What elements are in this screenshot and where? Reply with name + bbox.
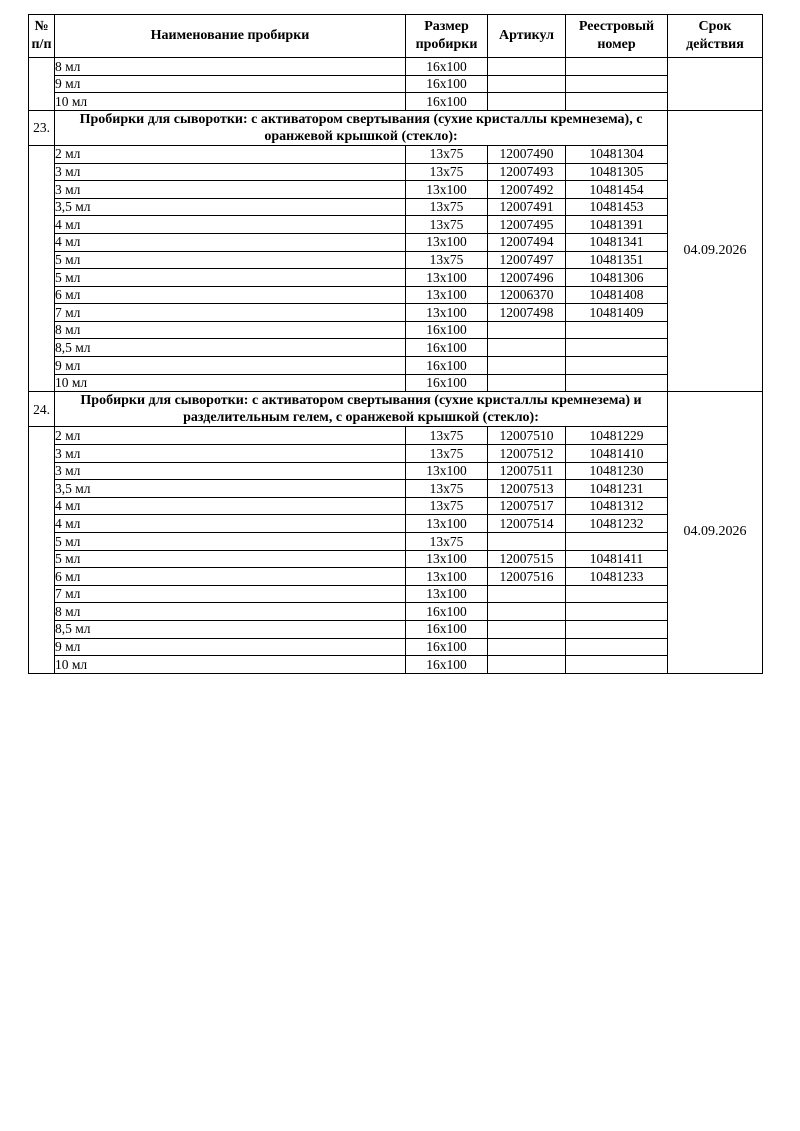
- cell-tube-size: 13x100: [406, 304, 488, 322]
- cell-article: 12007514: [488, 515, 566, 533]
- cell-tube-name: 7 мл: [55, 585, 406, 603]
- section-title-row: [29, 392, 763, 427]
- cell-tube-name: 4 мл: [55, 497, 406, 515]
- cell-article: 12007493: [488, 163, 566, 181]
- cell-article: [488, 93, 566, 111]
- cell-tube-size: 16x100: [406, 339, 488, 357]
- cell-article: 12007517: [488, 497, 566, 515]
- cell-reg-number: 10481410: [566, 445, 668, 463]
- cell-tube-size: 16x100: [406, 93, 488, 111]
- table-body: [29, 58, 763, 674]
- header-num: № п/п: [29, 15, 55, 58]
- table-row: [29, 58, 763, 76]
- cell-reg-number: 10481231: [566, 480, 668, 498]
- cell-tube-size: 16x100: [406, 75, 488, 93]
- table-row: [29, 233, 763, 251]
- cell-tube-name: 5 мл: [55, 550, 406, 568]
- table-row: [29, 286, 763, 304]
- cell-reg-number: [566, 656, 668, 674]
- cell-tube-name: 8,5 мл: [55, 339, 406, 357]
- cell-tube-name: 10 мл: [55, 656, 406, 674]
- table-row: [29, 374, 763, 392]
- cell-tube-name: 3 мл: [55, 462, 406, 480]
- cell-tube-name: 5 мл: [55, 251, 406, 269]
- cell-tube-name: 6 мл: [55, 568, 406, 586]
- table-row: [29, 603, 763, 621]
- cell-reg-number: 10481305: [566, 163, 668, 181]
- cell-tube-size: 13x75: [406, 198, 488, 216]
- cell-article: [488, 656, 566, 674]
- table-row: [29, 515, 763, 533]
- cell-article: 12007515: [488, 550, 566, 568]
- cell-reg-number: 10481304: [566, 145, 668, 163]
- table-row: [29, 357, 763, 375]
- header-name: Наименование пробирки: [55, 15, 406, 58]
- cell-reg-number: [566, 638, 668, 656]
- cell-tube-name: 10 мл: [55, 93, 406, 111]
- cell-tube-size: 13x75: [406, 427, 488, 445]
- cell-article: 12007512: [488, 445, 566, 463]
- cell-tube-name: 5 мл: [55, 532, 406, 550]
- validity-date-cell: 04.09.2026: [668, 110, 763, 391]
- cell-article: [488, 339, 566, 357]
- cell-tube-name: 9 мл: [55, 75, 406, 93]
- header-reg: Реестровый номер: [566, 15, 668, 58]
- cell-tube-size: 13x100: [406, 462, 488, 480]
- table-row: [29, 321, 763, 339]
- table-row: [29, 181, 763, 199]
- table-row: [29, 480, 763, 498]
- table-row: [29, 445, 763, 463]
- cell-tube-size: 13x75: [406, 216, 488, 234]
- cell-tube-size: 13x75: [406, 480, 488, 498]
- cell-article: [488, 374, 566, 392]
- cell-reg-number: [566, 357, 668, 375]
- header-validity: Срок действия: [668, 15, 763, 58]
- cell-tube-name: 4 мл: [55, 515, 406, 533]
- section-title: Пробирки для сыворотки: с активатором свертывания (сухие кристаллы кремнезема), с оранжевой крышкой (стекло):: [55, 110, 668, 145]
- cell-article: 12007491: [488, 198, 566, 216]
- header-row: [29, 15, 763, 58]
- section-number-spacer: [29, 58, 55, 111]
- cell-article: 12007492: [488, 181, 566, 199]
- table-row: [29, 145, 763, 163]
- cell-tube-size: 16x100: [406, 321, 488, 339]
- cell-reg-number: [566, 620, 668, 638]
- table-row: [29, 163, 763, 181]
- cell-article: [488, 58, 566, 76]
- table-row: [29, 497, 763, 515]
- section-number: 23.: [29, 110, 55, 145]
- cell-tube-name: 4 мл: [55, 233, 406, 251]
- cell-reg-number: [566, 339, 668, 357]
- cell-article: [488, 532, 566, 550]
- cell-tube-name: 8 мл: [55, 58, 406, 76]
- cell-tube-size: 16x100: [406, 620, 488, 638]
- table-row: [29, 216, 763, 234]
- section-number: 24.: [29, 392, 55, 427]
- cell-article: 12007496: [488, 269, 566, 287]
- cell-article: [488, 357, 566, 375]
- cell-tube-size: 13x75: [406, 145, 488, 163]
- cell-article: 12007511: [488, 462, 566, 480]
- section-title: Пробирки для сыворотки: с активатором свертывания (сухие кристаллы кремнезема) и разделительным гелем, с оранжевой крышкой (стекло):: [55, 392, 668, 427]
- cell-tube-size: 13x75: [406, 445, 488, 463]
- table-row: [29, 585, 763, 603]
- validity-date-cell: [668, 58, 763, 111]
- cell-article: 12007490: [488, 145, 566, 163]
- cell-tube-name: 2 мл: [55, 145, 406, 163]
- cell-reg-number: [566, 585, 668, 603]
- cell-tube-name: 8 мл: [55, 321, 406, 339]
- cell-reg-number: 10481306: [566, 269, 668, 287]
- cell-tube-size: 13x75: [406, 497, 488, 515]
- cell-article: 12007513: [488, 480, 566, 498]
- cell-tube-name: 9 мл: [55, 357, 406, 375]
- cell-reg-number: 10481312: [566, 497, 668, 515]
- cell-article: [488, 638, 566, 656]
- cell-tube-size: 13x100: [406, 550, 488, 568]
- cell-tube-size: 13x100: [406, 286, 488, 304]
- cell-tube-name: 9 мл: [55, 638, 406, 656]
- header-size: Размер пробирки: [406, 15, 488, 58]
- cell-reg-number: [566, 374, 668, 392]
- cell-tube-name: 4 мл: [55, 216, 406, 234]
- cell-article: 12007495: [488, 216, 566, 234]
- cell-tube-name: 8 мл: [55, 603, 406, 621]
- table-row: [29, 427, 763, 445]
- cell-reg-number: 10481411: [566, 550, 668, 568]
- cell-reg-number: [566, 603, 668, 621]
- table-row: [29, 568, 763, 586]
- table-row: [29, 75, 763, 93]
- cell-article: [488, 75, 566, 93]
- cell-reg-number: 10481230: [566, 462, 668, 480]
- cell-reg-number: 10481453: [566, 198, 668, 216]
- cell-reg-number: [566, 321, 668, 339]
- cell-tube-size: 16x100: [406, 603, 488, 621]
- cell-tube-size: 13x100: [406, 515, 488, 533]
- cell-reg-number: 10481351: [566, 251, 668, 269]
- cell-reg-number: 10481341: [566, 233, 668, 251]
- cell-reg-number: 10481233: [566, 568, 668, 586]
- cell-tube-name: 3 мл: [55, 163, 406, 181]
- table-row: [29, 93, 763, 111]
- table-row: [29, 462, 763, 480]
- cell-tube-size: 13x100: [406, 181, 488, 199]
- cell-reg-number: 10481408: [566, 286, 668, 304]
- cell-reg-number: [566, 58, 668, 76]
- table-row: [29, 251, 763, 269]
- tubes-table: [28, 14, 763, 674]
- cell-article: [488, 620, 566, 638]
- table-row: [29, 656, 763, 674]
- cell-tube-size: 16x100: [406, 58, 488, 76]
- cell-tube-name: 6 мл: [55, 286, 406, 304]
- cell-tube-name: 8,5 мл: [55, 620, 406, 638]
- cell-article: 12007494: [488, 233, 566, 251]
- cell-reg-number: [566, 532, 668, 550]
- cell-article: 12007498: [488, 304, 566, 322]
- cell-reg-number: 10481454: [566, 181, 668, 199]
- cell-tube-name: 10 мл: [55, 374, 406, 392]
- cell-tube-name: 3,5 мл: [55, 480, 406, 498]
- cell-tube-size: 13x100: [406, 233, 488, 251]
- cell-article: [488, 321, 566, 339]
- cell-tube-size: 13x100: [406, 585, 488, 603]
- cell-article: 12007497: [488, 251, 566, 269]
- cell-article: 12007516: [488, 568, 566, 586]
- cell-tube-size: 13x100: [406, 269, 488, 287]
- cell-reg-number: [566, 93, 668, 111]
- table-row: [29, 638, 763, 656]
- cell-article: [488, 585, 566, 603]
- table-row: [29, 620, 763, 638]
- cell-tube-size: 16x100: [406, 374, 488, 392]
- header-article: Артикул: [488, 15, 566, 58]
- cell-tube-size: 13x75: [406, 532, 488, 550]
- cell-reg-number: 10481391: [566, 216, 668, 234]
- section-number-spacer: [29, 145, 55, 391]
- table-row: [29, 339, 763, 357]
- section-title-row: [29, 110, 763, 145]
- table-row: [29, 198, 763, 216]
- cell-article: 12006370: [488, 286, 566, 304]
- validity-date-cell: 04.09.2026: [668, 392, 763, 673]
- table-header: [29, 15, 763, 58]
- cell-tube-size: 16x100: [406, 357, 488, 375]
- cell-tube-size: 16x100: [406, 638, 488, 656]
- cell-tube-name: 3 мл: [55, 445, 406, 463]
- cell-reg-number: 10481229: [566, 427, 668, 445]
- cell-article: 12007510: [488, 427, 566, 445]
- cell-tube-size: 13x75: [406, 163, 488, 181]
- cell-tube-name: 3 мл: [55, 181, 406, 199]
- cell-tube-size: 13x75: [406, 251, 488, 269]
- cell-reg-number: 10481232: [566, 515, 668, 533]
- table-row: [29, 532, 763, 550]
- cell-tube-name: 3,5 мл: [55, 198, 406, 216]
- cell-tube-name: 2 мл: [55, 427, 406, 445]
- table-row: [29, 304, 763, 322]
- cell-reg-number: 10481409: [566, 304, 668, 322]
- cell-reg-number: [566, 75, 668, 93]
- cell-tube-size: 16x100: [406, 656, 488, 674]
- cell-tube-name: 7 мл: [55, 304, 406, 322]
- table-row: [29, 269, 763, 287]
- cell-tube-name: 5 мл: [55, 269, 406, 287]
- cell-article: [488, 603, 566, 621]
- cell-tube-size: 13x100: [406, 568, 488, 586]
- table-row: [29, 550, 763, 568]
- section-number-spacer: [29, 427, 55, 673]
